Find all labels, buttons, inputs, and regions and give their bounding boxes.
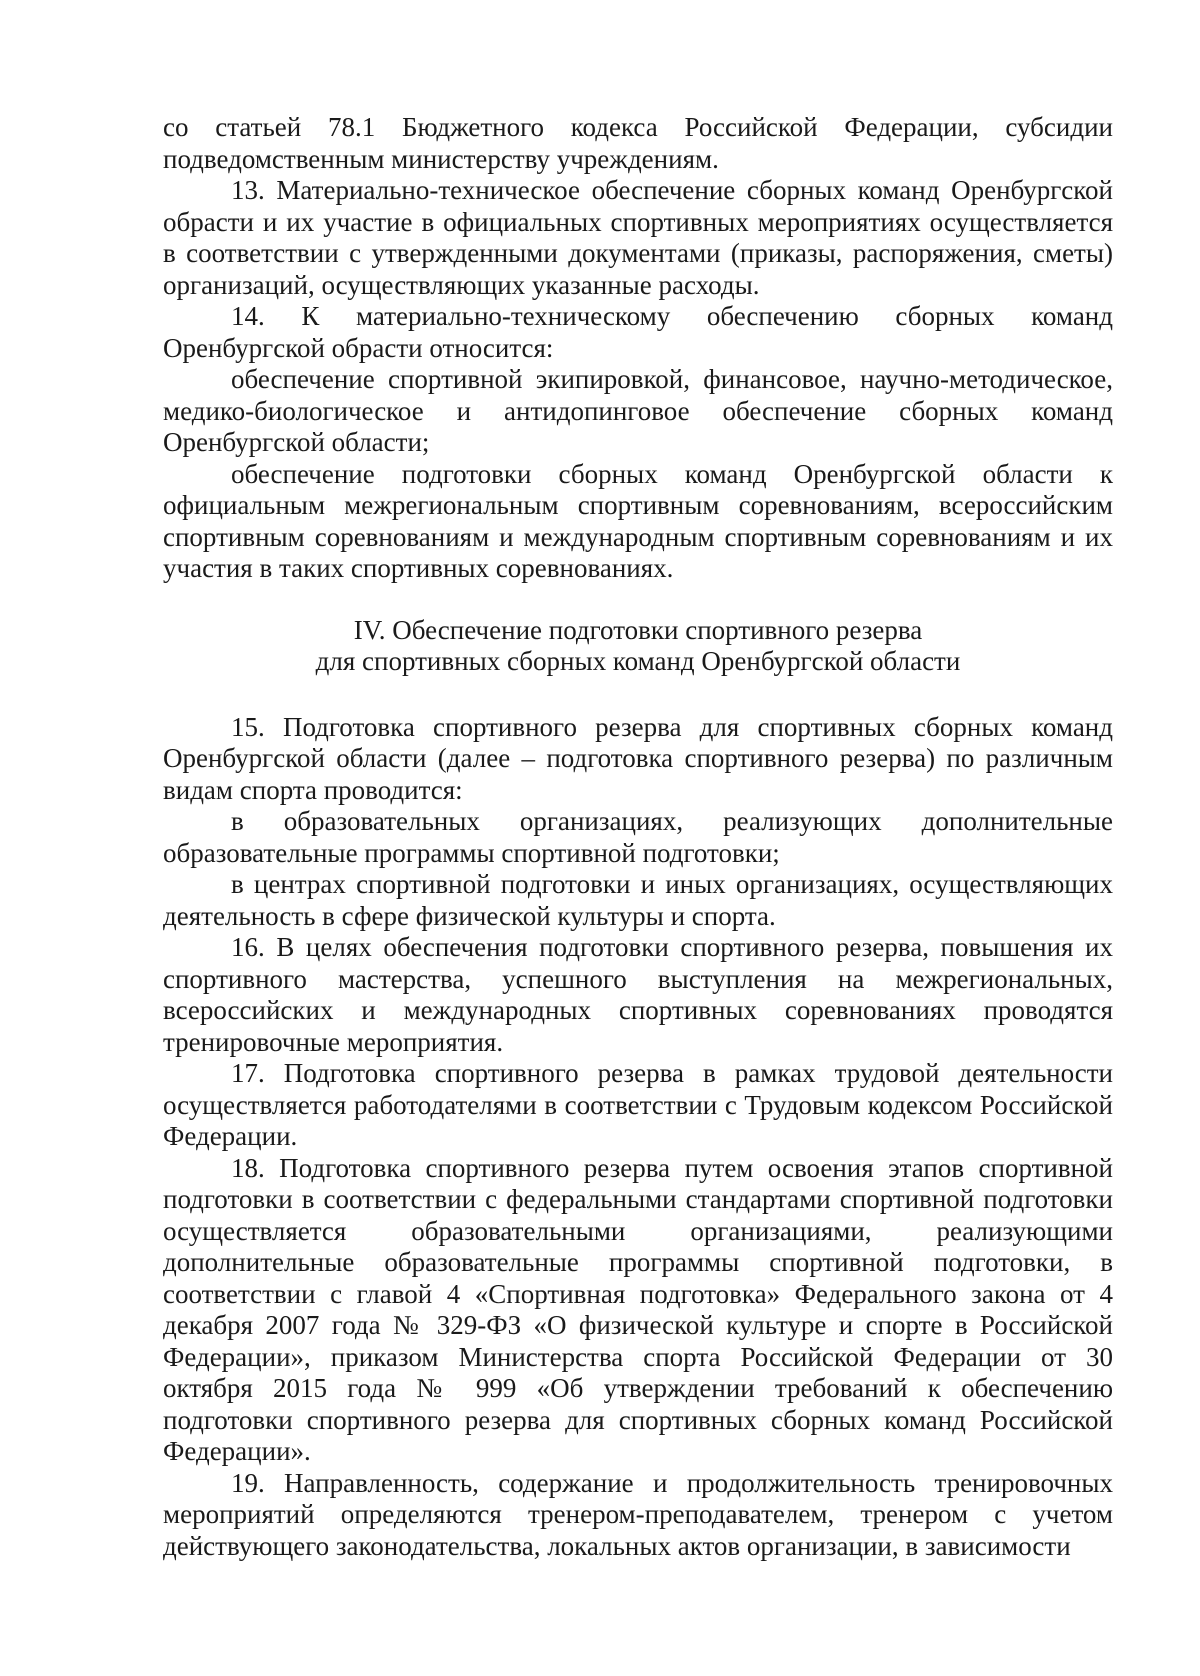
paragraph-19: 19. Направленность, содержание и продолжительность тренировочных мероприятий определяются тренером-преподавателем, тренером с учетом действующего законодательства, локальных актов организации, в зависимости [163, 1467, 1113, 1561]
paragraph-18: 18. Подготовка спортивного резерва путем освоения этапов спортивной подготовки в соответствии с федеральными стандартами спортивной подготовки осуществляется образовательными организациями, реализующими дополнительные образовательные программы спортивной подготовки, в соответствии с главой 4 «Спортивная подготовка» Федерального закона от 4 декабря 2007 года № 329-ФЗ «О физической культуре и спорте в Российской Федерации», приказом Министерства спорта Российской Федерации от 30 октября 2015 года № 999 «Об утверждении требований к обеспечению подготовки спортивного резерва для спортивных сборных команд Российской Федерации». [163, 1152, 1113, 1466]
section-heading-line-2: для спортивных сборных команд Оренбургской области [315, 646, 961, 676]
paragraph-14-item-equipment: обеспечение спортивной экипировкой, финансовое, научно-методическое, медико-биологическое и антидопинговое обеспечение сборных команд Оренбургской области; [163, 364, 1113, 457]
section-heading-line-1: IV. Обеспечение подготовки спортивного резерва [353, 614, 923, 645]
paragraph-15: 15. Подготовка спортивного резерва для спортивных сборных команд Оренбургской области (далее – подготовка спортивного резерва) по различным видам спорта проводится: [163, 711, 1113, 805]
paragraph-15-item-centers: в центрах спортивной подготовки и иных организациях, осуществляющих деятельность в сфере физической культуры и спорта. [163, 869, 1113, 931]
paragraph-14: 14. К материально-техническому обеспечению сборных команд Оренбургской обрасти относится: [163, 301, 1113, 363]
paragraph-14-item-competitions: обеспечение подготовки сборных команд Оренбургской области к официальным межрегиональным спортивным соревнованиям, всероссийским спортивным соревнованиям и международным спортивным соревнованиям и их участия в таких спортивных соревнованиях. [163, 458, 1113, 583]
paragraph-16: 16. В целях обеспечения подготовки спортивного резерва, повышения их спортивного мастерства, успешного выступления на межрегиональных, всероссийских и международных спортивных соревнованиях проводятся тренировочные мероприятия. [163, 932, 1113, 1057]
section-heading-iv [163, 615, 1113, 678]
document-body [163, 112, 1113, 1562]
paragraph-15-item-education: в образовательных организациях, реализующих дополнительные образовательные программы спортивной подготовки; [163, 806, 1113, 868]
paragraph-13: 13. Материально-техническое обеспечение сборных команд Оренбургской обрасти и их участие в официальных спортивных мероприятиях осуществляется в соответствии с утвержденными документами (приказы, распоряжения, сметы) организаций, осуществляющих указанные расходы. [163, 175, 1113, 300]
paragraph-continuation-78-1: со статьей 78.1 Бюджетного кодекса Российской Федерации, субсидии подведомственным министерству учреждениям. [163, 112, 1113, 174]
paragraph-17: 17. Подготовка спортивного резерва в рамках трудовой деятельности осуществляется работодателями в соответствии с Трудовым кодексом Российской Федерации. [163, 1058, 1113, 1151]
